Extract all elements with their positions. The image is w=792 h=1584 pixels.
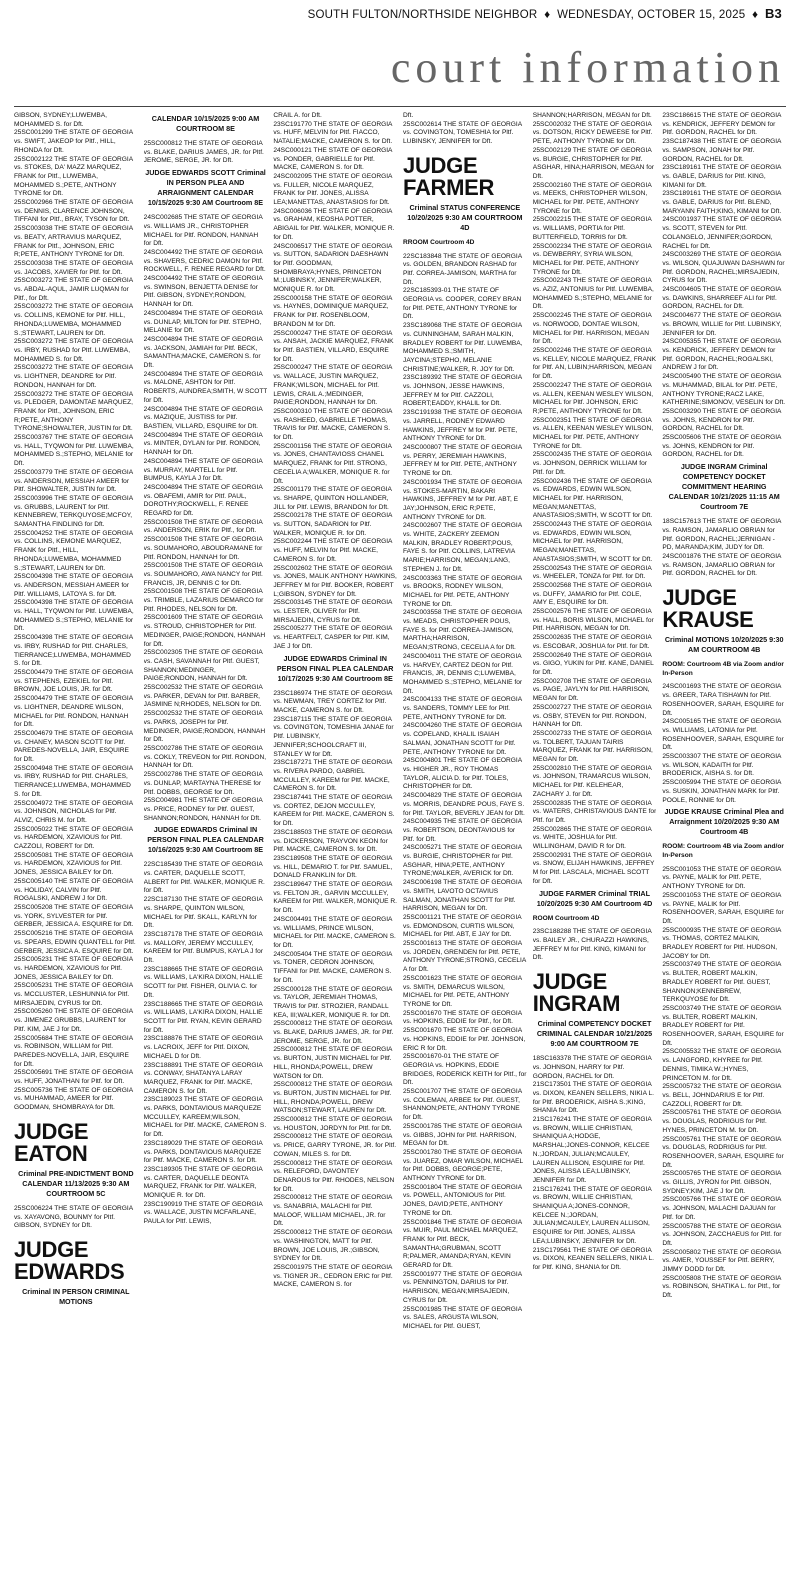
case-entry: 25SC004972 THE STATE OF GEORGIA vs. JOHNSON, NICHOLAS for Pltf. ALVIZ, CHRIS M. for Dft. bbox=[14, 799, 133, 824]
case-entry: 23SC188891 THE STATE OF GEORGIA vs. CONWAY, SHATANYA LARAY MARQUEZ, FRANK for Pltf. MACKE, CAMERON S. for Dft. bbox=[143, 1061, 263, 1095]
calendar-info: JUDGE INGRAM Criminal COMPETENCY DOCKET COMMITMENT HEARING CALENDAR 10/21/2025 11:15 AM Courtroom 7E bbox=[668, 462, 780, 512]
case-entry: 25SC000812 THE STATE OF GEORGIA vs. BLAKE, DARIUS JAMES, JR. for Pltf. JEROME, SERGE, JR. for Dft. bbox=[143, 140, 264, 165]
case-entry: 24SC003558 THE STATE OF GEORGIA vs. MEADS, CHRISTOPHER POUS, FAYE S. for Pltf. CORREA-JAMISON, MARTHA;HARRISON, MEGAN;STRONG, CECELIA A for Dft. bbox=[403, 609, 522, 652]
paper-name: SOUTH FULTON/NORTHSIDE NEIGHBOR bbox=[307, 9, 538, 21]
case-entry: 25SC002246 THE STATE OF GEORGIA vs. KELLEY, NICOLE MARQUEZ, FRANK for Pltf. AN, LUBIN;HARRISON, MEGAN for Dft. bbox=[532, 346, 657, 381]
case-entry: 25SC001508 THE STATE OF GEORGIA vs. SOUMAHORO, ABOUDRAMANE for Pltf. RONDON, HANNAH for Dft. bbox=[143, 536, 263, 561]
case-entry: 25SC000812 THE STATE OF GEORGIA vs. WASHINGTON, MATT for Pltf. BROWN, JOE LOUIS, JR.;GIBSON, SYDNEY for Dft. bbox=[273, 1229, 393, 1263]
calendar-info: Criminal PRE-INDICTMENT BOND CALENDAR 11/13/2025 9:30 AM COURTROOM 5C bbox=[18, 1168, 134, 1198]
case-entry: 25SC003145 THE STATE OF GEORGIA vs. LESTER, OLIVER for Pltf. MIRSAJEDIN, CYRUS for Dft. bbox=[273, 599, 393, 624]
case-entry: 25SC002543 THE STATE OF GEORGIA vs. WHEELER, TONZA for Pltf. for Dft. bbox=[532, 564, 652, 581]
case-entry: 25SC005684 THE STATE OF GEORGIA vs. ROBINSON, WILLIAM for Pltf. PAREDES-NOVELLA, JAIR, ESQUIRE for Dft. bbox=[14, 1034, 133, 1068]
case-entry: 25SC001780 THE STATE OF GEORGIA vs. JUAREZ, OMAR WILSON, MICHAEL for Pltf. DOBBS, GEORGE;PETE, ANTHONY TYRONE for Dft. bbox=[403, 1148, 523, 1183]
room-line: ROOM: Courtroom 4B via Zoom and/or In-Person bbox=[662, 661, 784, 677]
section-title: court information bbox=[390, 43, 785, 92]
case-entry: 24SC004894 THE STATE OF GEORGIA vs. MINTER, DYLAN for Pltf. RONDON, HANNAH for Dft. bbox=[143, 431, 263, 457]
calendar-info: JUDGE FARMER Criminal TRIAL 10/20/2025 9:30 AM Courtroom 4D bbox=[536, 888, 653, 908]
case-entry: 25SC002215 THE STATE OF GEORGIA vs. WILLIAMS, PORTIA for Pltf. BUTTERFIELD, TORRIS for Dft. bbox=[532, 216, 652, 241]
case-entry: 22SC185439 THE STATE OF GEORGIA vs. CARTER, DAQUELLE SCOTT, ALBERT for Pltf. WALKER, MONIQUE R. for Dft. bbox=[143, 861, 265, 895]
case-entry: 25SC003038 THE STATE OF GEORGIA vs. BEATY, ARTRAVIUS MARQUEZ, FRANK for Pltf., JOHNSON, ERIC R;PETE, ANTHONY TYRONE for Dft. bbox=[14, 225, 133, 259]
case-entry: 21SC176241 THE STATE OF GEORGIA vs. BROWN, WILLIE CHRISTIAN, SHANIQUA A;HODGE, MARSHAL;JONES-CONNOR, KELCEE N.;JORDAN, JULIAN;MCAULEY, LAUREN ALLISON, ESQUIRE for Pltf. JONES, ALISSA LEA;LUBINSKY, JENNIFER for Dft. bbox=[532, 1116, 652, 1184]
case-entry: 24SC004133 THE STATE OF GEORGIA vs. SANDERS, TOMMY LEE for Pltf. PETE, ANTHONY TYRONE for Dft. bbox=[403, 696, 522, 721]
column-6 bbox=[662, 112, 786, 1574]
room-line: RROOM Courtroom 4D bbox=[403, 238, 475, 246]
case-entry: 25SC002649 THE STATE OF GEORGIA vs. GIGO, YUKIN for Pltf. KANE, DANIEL for Dft. bbox=[532, 651, 654, 676]
case-entry: 21SC173501 THE STATE OF GEORGIA vs. DIXON, KEANEN SELLERS, NIKIA L. for Pltf. BRODERICK, AISHA S.;KING, SHANIA for Dft. bbox=[532, 1081, 654, 1115]
case-entry: 25SC005808 THE STATE OF GEORGIA vs. ROBINSON, SHATIKA L. for Pltf., for Dft. bbox=[662, 1274, 782, 1300]
calendar-info: JUDGE EDWARDS Criminal IN PERSON FINAL PLEA CALENDAR 10/17/2025 9:30 AM Courtroom 8E bbox=[276, 653, 394, 683]
case-entry: 22SC185393-01 THE STATE OF GEORGIA vs. COOPER, COREY BRAN for Pltf. PETE, ANTHONY TYRONE for Dft. bbox=[403, 287, 522, 321]
case-entry: 24SC004605 THE STATE OF GEORGIA vs. DAWKINS, SHARREEF ALI for Pltf. GORDON, RACHEL for Dft. bbox=[662, 286, 782, 311]
case-entry: 23SC187441 THE STATE OF GEORGIA vs. CORTEZ, DEJON MCCULLEY, KAREEM for Pltf. MACKE, CAMERON S. for Dft. bbox=[273, 794, 395, 828]
case-entry: 24SC005355 THE STATE OF GEORGIA vs. KENDRICK, JEFFERY DEMON for Pltf. GORDON, RACHEL;ROGALSKI, ANDREW J for Dft. bbox=[662, 338, 782, 372]
case-entry: 25SC002234 THE STATE OF GEORGIA vs. DEWBERRY, SYRIA WILSON, MICHAEL for Pltf. PETE, ANTHONY TYRONE for Dft. bbox=[532, 242, 652, 276]
case-entry: 25SC002245 THE STATE OF GEORGIA vs. NORWOOD, DONTAE WILSON, MICHAEL for Pltf. HARRISON, MEGAN for Dft. bbox=[532, 312, 652, 346]
case-entry: 25SC001508 THE STATE OF GEORGIA vs. TRIMBLE, LAZARIUS DEMARCO for Pltf. RHODES, NELSON for Dft. bbox=[143, 588, 264, 613]
case-entry: 25SC002532 THE STATE OF GEORGIA vs. PARKER, DEVAN for Pltf. BARBER, JASMINE N;RHODES, NELSON for Dft. bbox=[143, 684, 263, 709]
case-entry: 25SC000812 THE STATE OF GEORGIA vs. SANABRIA, MALACHI for Pltf. MALOOF, WILLIAM MICHAEL, JR. for Dft. bbox=[273, 1194, 393, 1228]
case-entry: 25SC000812 THE STATE OF GEORGIA vs. BURTON, JUSTIN MICHAEL for Pltf. HILL, RHONDA;POWELL, DREW WATSON;STEWART, LAUREN for Dft. bbox=[273, 1081, 393, 1115]
case-entry: 24SC004894 THE STATE OF GEORGIA vs. MURRAY, MARTELL for Pltf. BUMPUS, KAYLA J for Dft. bbox=[143, 457, 263, 483]
case-entry: SHANNON;HARRISON, MEGAN for Dft. bbox=[532, 112, 652, 119]
case-entry: 25SC001670-01 THE STATE OF GEORGIA vs. HOPKINS, EDDIE BRIDGES, RODERICK KEITH for Pltf., for Dft. bbox=[403, 1053, 527, 1087]
case-entry: 25SC001846 THE STATE OF GEORGIA vs. MUIR, PAUL MICHAEL MARQUEZ, FRANK for Pltf. BECK, SAMANTHA;GRUBMAN, SCOTT R;PALMER, AMANDA;RYAN, KEVIN GERARD for Dft. bbox=[403, 1218, 522, 1270]
case-entry: 25SC002247 THE STATE OF GEORGIA vs. ALLEN, KEENAN WESLEY WILSON, MICHAEL for Pltf. JOHNSON, ERIC R;PETE, ANTHONY TYRONE for Dft. bbox=[532, 381, 654, 415]
case-entry: 25SC002786 THE STATE OF GEORGIA vs. COKLY, TREVEON for Pltf. RONDON, HANNAH for Dft. bbox=[143, 745, 267, 770]
case-entry: 23SC189068 THE STATE OF GEORGIA vs. CUNNINGHAM, SARAH MALKIN, BRADLEY ROBERT for Pltf. LUWEMBA, MOHAMMED S.;SMITH, JAYCINA;STEPHO, MELANIE CHRISTINE;WALKER, R. JOY for Dft. bbox=[403, 322, 523, 373]
case-entry: 24SC001937 THE STATE OF GEORGIA vs. SCOTT, STEVEN for Pltf. COLANGELO, JENNIFER;GORDON, RACHEL for Dft. bbox=[662, 216, 782, 250]
calendar-info: Criminal MOTIONS 10/20/2025 9:30 AM COURTROOM 4B bbox=[664, 635, 784, 655]
case-entry: 24SC004260 THE STATE OF GEORGIA vs. COPELAND, KHALIL ISAIAH SALMAN, JONATHAN SCOTT for Pltf. PETE, ANTHONY TYRONE for Dft. bbox=[403, 722, 522, 756]
case-entry: 23SC188665 THE STATE OF GEORGIA vs. WILLIAMS, LA'KIRA DIXON, HALLIE SCOTT for Pltf. RYAN, KEVIN GERARD for Dft. bbox=[143, 1000, 263, 1034]
judge-heading: JUDGE KRAUSE bbox=[662, 585, 754, 633]
case-entry: 25SC002243 THE STATE OF GEORGIA vs. AZIZ, ANTONIUS for Pltf. LUWEMBA, MOHAMMED S.;STEPHO, MELANIE for Dft. bbox=[532, 277, 654, 311]
case-entry: 23SC191770 THE STATE OF GEORGIA vs. HUFF, MELVIN for Pltf. FIACCO, NATALIE;MACKE, CAMERON S. for Dft. bbox=[273, 120, 393, 146]
case-entry: 25SC002786 THE STATE OF GEORGIA vs. DUNLAP, MARTAYNA THERESE for Pltf. DOBBS, GEORGE for Dft. bbox=[143, 771, 263, 796]
case-entry: 25SC000935 THE STATE OF GEORGIA vs. THOMAS, CORTEZ MALKIN, BRADLEY ROBERT for Pltf. HUDSON, JACOBY for Dft. bbox=[662, 926, 782, 960]
case-entry: 23SC186615 THE STATE OF GEORGIA vs. KENDRICK, JEFFERY DEMON for Pltf. GORDON, RACHEL for Dft. bbox=[662, 112, 782, 137]
issue-date: WEDNESDAY, OCTOBER 15, 2025 bbox=[557, 9, 746, 21]
case-entry: 21SC179561 THE STATE OF GEORGIA vs. DIXON, KEANEN SELLERS, NIKIA L. for Pltf. KING, SHANIA for Dft. bbox=[532, 1246, 654, 1271]
case-entry: 25SC001623 THE STATE OF GEORGIA vs. SMITH, DEMARCUS WILSON, MICHAEL for Pltf. PETE, ANTHONY TYRONE for Dft. bbox=[403, 974, 522, 1008]
case-entry: 23SC189161 THE STATE OF GEORGIA vs. GABLE, DARIUS for Pltf. BLEND, MARYANN FAITH;KING, KIMANI for Dft. bbox=[662, 190, 782, 215]
case-entry: 25SC002865 THE STATE OF GEORGIA vs. WHITE, JOSHUA for Pltf. WILLINGHAM, DAVID R for Dft. bbox=[532, 825, 652, 851]
case-entry: 25SC004398 THE STATE OF GEORGIA vs. HALL, TYQWON for Pltf. LUWEMBA, MOHAMMED S.;STEPHO, MELANIE for Dft. bbox=[14, 599, 134, 633]
case-entry: 18SC157613 THE STATE OF GEORGIA vs. RAMSON, JAMARLIO OBRIAN for Pltf. GORDON, RACHEL;JERNIGAN - PD, MARANDA;KIM, JUDY for Dft. bbox=[662, 518, 782, 552]
case-entry: 24SC004894 THE STATE OF GEORGIA vs. MALONE, ASHTON for Pltf. ROBERTS, AUNDREA;SMITH, W SCOTT for Dft. bbox=[143, 370, 268, 404]
case-entry: 25SC002244 THE STATE OF GEORGIA vs. HUFF, MELVIN for Pltf. MACKE, CAMERON S. for Dft. bbox=[273, 538, 393, 563]
case-entry: 23SC188288 THE STATE OF GEORGIA vs. BAILEY JR., CHURAZZI HAWKINS, JEFFREY M for Pltf. KING, KIMANI for Dft. bbox=[532, 928, 652, 962]
case-entry: 25SC002966 THE STATE OF GEORGIA vs. DENNIS, CLARENCE JOHNSON, TIFFANI for Pltf., BRAY, TYSON for Dft. bbox=[14, 199, 133, 224]
case-entry: 25SC005532 THE STATE OF GEORGIA vs. LANGFORD, KHYREE for Pltf. DENNIS, TIMIKA W.;HYNES, PRINCETON M. for Dft. bbox=[662, 1048, 782, 1082]
case-entry: 24SC000807 THE STATE OF GEORGIA vs. PERRY, JEREMIAH HAWKINS, JEFFREY M for Pltf. PETE, ANTHONY TYRONE for Dft. bbox=[403, 443, 522, 478]
case-entry: 25SC005208 THE STATE OF GEORGIA vs. YORK, SYLVESTER for Pltf. GERBER, JESSICA A. ESQUIRE for Dft. bbox=[14, 903, 134, 929]
case-entry: 25SC003272 THE STATE OF GEORGIA vs. IRBY, RUSHAD for Pltf. LUWEMBA, MOHAMMED S. for Dft. bbox=[14, 338, 133, 363]
case-entry: 24SC002095 THE STATE OF GEORGIA vs. FULLER, NICOLE MARQUEZ, FRANK for Pltf. JONES, ALISSA LEA;MANETTAS, ANASTASIOS for Dft. bbox=[273, 172, 393, 207]
case-entry: 25SC003272 THE STATE OF GEORGIA vs. ABDAL-AQUL, JAMIR LUQMAN for Pltf., for Dft. bbox=[14, 277, 133, 302]
separator-diamond: ♦ bbox=[540, 9, 554, 21]
case-entry: 24SC005271 THE STATE OF GEORGIA vs. BURGIE, CHRISTOPHER for Pltf. ASGHAR, HINA;PETE, ANTHONY TYRONE;WALKER, AVERICK for Dft. bbox=[403, 844, 522, 878]
case-entry: 24SC004935 THE STATE OF GEORGIA vs. ROBERTSON, DEONTAVIOUS for Pltf. for Dft. bbox=[403, 818, 522, 843]
calendar-info: JUDGE EDWARDS SCOTT Criminal IN PERSON PLEA AND ARRAIGNMENT CALENDAR 10/15/2025 9:30 AM Courtroom 8E bbox=[145, 168, 266, 208]
case-entry: 25SC003290 THE STATE OF GEORGIA vs. JOHNS, KENDRON for Pltf. GORDON, RACHEL for Dft. bbox=[662, 407, 782, 433]
case-entry: 25SC000812 THE STATE OF GEORGIA vs. BURTON, JUSTIN MICHAEL for Pltf. HILL, RHONDA;POWELL, DREW WATSON for Dft. bbox=[273, 1046, 393, 1080]
column-3 bbox=[273, 112, 397, 1574]
case-entry: 24SC004894 THE STATE OF GEORGIA vs. DUNLAP, MILTON for Pltf. STEPHO, MELANIE for Dft. bbox=[143, 309, 263, 335]
case-entry: 24SC005404 THE STATE OF GEORGIA vs. TONER, CEDRON JOHNSON, TIFFANI for Pltf. MACKE, CAMERON S. for Dft. bbox=[273, 950, 393, 984]
case-entry: 25SC004252 THE STATE OF GEORGIA vs. COLLINS, KEMONE MARQUEZ, FRANK for Pltf., HILL, RHONDA;LUWEMBA, MOHAMMED S.;STEWART, LAUREN for Dft. bbox=[14, 529, 133, 572]
case-entry: 25SC001156 THE STATE OF GEORGIA vs. JONES, CHANTAVIOSS CHANEL MARQUEZ, FRANK for Pltf. STRONG, CECELIA A;WALKER, MONIQUE R. for Dft. bbox=[273, 442, 392, 485]
calendar-info: JUDGE EDWARDS Criminal IN PERSON FINAL PLEA CALENDAR 10/16/2025 9:30 AM Courtroom 8E bbox=[147, 825, 264, 855]
case-entry: 25SC000812 THE STATE OF GEORGIA vs. BLAKE, DARIUS JAMES, JR. for Pltf. JEROME, SERGE, JR. for Dft. bbox=[273, 1020, 394, 1045]
case-entry: 25SC004479 THE STATE OF GEORGIA vs. STEPHENS, EZEKIEL for Pltf. BROWN, JOE LOUIS, JR. for Dft. bbox=[14, 669, 133, 694]
judge-heading: JUDGE EDWARDS bbox=[14, 1236, 125, 1284]
page-number: B3 bbox=[764, 6, 782, 21]
case-entry: 24SC004492 THE STATE OF GEORGIA vs. SHAVERS, CEDRIC DAMON for Pltf. ROCKWELL, F. RENEE REGARD for Dft. bbox=[143, 248, 266, 274]
case-entry: 25SC001670 THE STATE OF GEORGIA vs. HOPKINS, EDDIE for Pltf. JOHNSON, ERIC R for Dft. bbox=[403, 1027, 526, 1052]
case-entry: 25SC000158 THE STATE OF GEORGIA vs. HAYNES, DOMINIQUE MARQUEZ, FRANK for Pltf. ROSENBLOOM, BRANDON M for Dft. bbox=[273, 294, 393, 328]
case-entry: 25SC001508 THE STATE OF GEORGIA vs. SOUMAHORO, AWA NANCY for Pltf. FRANCIS, JR, DENNIS C for Dft. bbox=[143, 562, 263, 587]
case-entry: 24SC000121 THE STATE OF GEORGIA vs. PONDER, GABRIELLE for Pltf. MACKE, CAMERON S. for Dft. bbox=[273, 146, 393, 172]
case-entry: 25SC002178 THE STATE OF GEORGIA vs. SUTTON, SADARION for Pltf. WALKER, MONIQUE R. for Dft. bbox=[273, 512, 393, 537]
case-entry: 25SC005140 THE STATE OF GEORGIA vs. HOLIDAY, CALVIN for Pltf. ROGALSKI, ANDREW J for Dft. bbox=[14, 877, 133, 903]
case-entry: CRAIL A. for Dft. bbox=[273, 112, 322, 119]
case-entry: 25SC001985 THE STATE OF GEORGIA vs. SALES, ARGUSTA WILSON, MICHAEL for Pltf. GUEST, bbox=[403, 1305, 522, 1330]
case-entry: 25SC003038 THE STATE OF GEORGIA vs. JACOBS, XAVIER for Pltf. for Dft. bbox=[14, 259, 133, 276]
case-entry: 25SC004948 THE STATE OF GEORGIA vs. IRBY, RUSHAD for Pltf. CHARLES, TIERRANCE;LUWEMBA, MOHAMMED S. for Dft. bbox=[14, 764, 133, 798]
case-entry: 25SC002443 THE STATE OF GEORGIA vs. EDWARDS, EDWIN WILSON, MICHAEL for Pltf. HARRISON, MEGAN;MANETTAS, ANASTASIOS;SMITH, W SCOTT for Dft. bbox=[532, 521, 653, 563]
case-entry: 23SC188876 THE STATE OF GEORGIA vs. LACROIX, JEFF for Pltf. DIXON, MICHAEL D for Dft. bbox=[143, 1035, 263, 1060]
columns bbox=[14, 112, 786, 1574]
case-entry: 25SC002602 THE STATE OF GEORGIA vs. JONES, MALIK ANTHONY HAWKINS, JEFFREY M for Pltf. BOOKER, ROBERT L;GIBSON, SYDNEY for Dft. bbox=[273, 564, 397, 598]
case-entry: 25SC002835 THE STATE OF GEORGIA vs. WATERS, CHRISTAVIOUS DANTE for Pltf. for Dft. bbox=[532, 799, 657, 824]
case-entry: 25SC002568 THE STATE OF GEORGIA vs. DUFFY, JAMARIO for Pltf. COLE, AMY E, ESQUIRE for Dft. bbox=[532, 581, 652, 607]
case-entry: 24SC004491 THE STATE OF GEORGIA vs. WILLIAMS, PRINCE WILSON, MICHAEL for Pltf. MACKE, CAMERON S. for Dft. bbox=[273, 915, 396, 949]
judge-heading: JUDGE EATON bbox=[14, 1118, 89, 1166]
case-entry: 25SC004398 THE STATE OF GEORGIA vs. ANDERSON, MESSIAH AMEER for Pltf. WILLIAMS, LATOYA S. for Dft. bbox=[14, 573, 133, 598]
case-entry: 25SC000310 THE STATE OF GEORGIA vs. RASHEED, GABRIELLE THOMAS, TRAVIS for Pltf. MACKE, CAMERON S. for Dft. bbox=[273, 407, 393, 442]
case-entry: 25SC001609 THE STATE OF GEORGIA vs. STROUD, CHRISTOPHER for Pltf. MEDINGER, PAIGE;RONDON, HANNAH for Dft. bbox=[143, 614, 266, 648]
case-entry: 23SC191938 THE STATE OF GEORGIA vs. JARRELL, RODNEY EDWARD HAWKINS, JEFFREY M for Pltf. PETE, ANTHONY TYRONE for Dft. bbox=[403, 409, 522, 443]
column-2 bbox=[144, 112, 268, 1574]
calendar-info: Criminal IN PERSON CRIMINAL MOTIONS bbox=[22, 1286, 130, 1306]
case-entry: 23SC187271 THE STATE OF GEORGIA vs. RIVERA PARDO, GABRIEL MCCULLEY, KAREEM for Pltf. MACKE, CAMERON S. for Dft. bbox=[273, 759, 393, 793]
case-entry: 23SC189023 THE STATE OF GEORGIA vs. PARKS, DONTAVIOUS MARQUEZE MCCULLEY, KAREEM;WILSON, MICHAEL for Pltf. MACKE, CAMERON S. for Dft. bbox=[143, 1096, 267, 1139]
case-entry: 23SC187115 THE STATE OF GEORGIA vs. COVINGTON, TOMESHIA JANAE for Pltf. LUBINSKY, JENNIFER;SCHOOLCRAFT III, STANLEY W for Dft. bbox=[273, 715, 394, 758]
case-entry: 25SC001053 THE STATE OF GEORGIA vs. PAYNE, MALIK for Pltf. ROSENHOOVER, SARAH, ESQUIRE for Dft. bbox=[662, 891, 784, 925]
case-entry: 23SC189029 THE STATE OF GEORGIA vs. PARKS, DONTAVIOUS MARQUEZE for Pltf. MACKE, CAMERON S. for Dft. bbox=[143, 1139, 263, 1165]
case-entry: 25SC003272 THE STATE OF GEORGIA vs. COLLINS, KEMONE for Pltf. HILL, RHONDA;LUWEMBA, MOHAMMED S.;STEWART, LAUREN for Dft. bbox=[14, 303, 133, 337]
case-entry: 23SC189161 THE STATE OF GEORGIA vs. GABLE, DARIUS for Pltf. KING, KIMANI for Dft. bbox=[662, 164, 782, 189]
case-entry: 24SC001876 THE STATE OF GEORGIA vs. RAMSON, JAMARLIO OBRIAN for Pltf. GORDON, RACHEL for Dft. bbox=[662, 552, 782, 578]
calendar-info: Criminal STATUS CONFERENCE 10/20/2025 9:30 AM COURTROOM 4D bbox=[407, 202, 523, 232]
judge-heading: JUDGE INGRAM bbox=[532, 969, 621, 1017]
case-entry: 24SC006036 THE STATE OF GEORGIA vs. GRAHAM, KEOSHA POTTER, ABIGAIL for Pltf. WALKER, MONIQUE R. for Dft. bbox=[273, 207, 395, 241]
case-entry: 25SC002436 THE STATE OF GEORGIA vs. EDWARDS, EDWIN WILSON, MICHAEL for Pltf. HARRISON, MEGAN;MANETTAS, ANASTASIOS;SMITH, W SCOTT for Dft. bbox=[532, 477, 653, 520]
case-entry: 25SC003749 THE STATE OF GEORGIA vs. BULTER, ROBERT MALKIN, BRADLEY ROBERT for Pltf. GUEST, SHANNON;KENNEBREW, TERKQUYOSE for Dft. bbox=[662, 961, 782, 1004]
case-entry: 25SC001785 THE STATE OF GEORGIA vs. GIBBS, JOHN for Pltf. HARRISON, MEGAN for Dft. bbox=[403, 1122, 522, 1148]
case-entry: 25SC001804 THE STATE OF GEORGIA vs. POWELL, ANTONIOUS for Pltf. JONES, DAVID;PETE, ANTHONY TYRONE for Dft. bbox=[403, 1183, 522, 1217]
calendar-info: CALENDAR 10/15/2025 9:00 AM COURTROOM 8E bbox=[151, 114, 260, 133]
case-entry: 24SC005165 THE STATE OF GEORGIA vs. WILLIAMS, LATONIA for Pltf. ROSENHOOVER, SARAH, ESQUIRE for Dft. bbox=[662, 718, 784, 752]
case-entry: 25SC003272 THE STATE OF GEORGIA vs. LIGHTNER, DEANDRE for Pltf. RONDON, HANNAH for Dft. bbox=[14, 364, 133, 389]
case-entry: 25SC001299 THE STATE OF GEORGIA vs. SWIFT, JAKEOP for Pltf., HILL, RHONDA for Dft. bbox=[14, 129, 133, 154]
case-entry: 25SC002576 THE STATE OF GEORGIA vs. HALL, BORIS WILSON, MICHAEL for Pltf. HARRISON, MEGAN for Dft. bbox=[532, 608, 654, 633]
case-entry: 22SC183848 THE STATE OF GEORGIA vs. GOLDEN, BRANDON RASHAD for Pltf. CORREA-JAMISON, MARTHA for Dft. bbox=[403, 252, 522, 286]
case-entry: 25SC005736 THE STATE OF GEORGIA vs. MUHAMMAD, AMEER for Pltf. GOODMAN, SHOMBRAYA for Dft. bbox=[14, 1086, 133, 1112]
case-entry: 24SC001934 THE STATE OF GEORGIA vs. STOKES-MARTIN, BAKARI HAWKINS, JEFFREY M for Pltf. ABT, E JAY;JOHNSON, ERIC R;PETE, ANTHONY TYRONE for Dft. bbox=[403, 478, 522, 521]
case-entry: 25SC000247 THE STATE OF GEORGIA vs. ANSAH, JACKIE MARQUEZ, FRANK for Pltf. BASTIEN, VILLARD, ESQUIRE for Dft. bbox=[273, 329, 394, 363]
case-entry: 25SC001975 THE STATE OF GEORGIA vs. TIGNER JR., CEDRON ERIC for Pltf. MACKE, CAMERON S. for bbox=[273, 1264, 393, 1289]
case-entry: 24SC004677 THE STATE OF GEORGIA vs. BROWN, WILLIE for Pltf. LUBINSKY, JENNIFER for Dft. bbox=[662, 312, 782, 337]
case-entry: 25SC006224 THE STATE OF GEORGIA vs. XAYAVONG, BOUNMY for Pltf. GIBSON, SYDNEY for Dft. bbox=[14, 1204, 133, 1230]
case-entry: 25SC001053 THE STATE OF GEORGIA vs. PAYNE, MALIK for Pltf. PETE, ANTHONY TYRONE for Dft. bbox=[662, 865, 782, 891]
case-entry: 25SC001613 THE STATE OF GEORGIA vs. JORDEN, GRENDEN for Pltf. PETE, ANTHONY TYRONE;STRONG, CECELIA A for Dft. bbox=[403, 940, 526, 974]
case-entry: 23SC188503 THE STATE OF GEORGIA vs. DICKERSON, TRAYVON KEON for Pltf. MACKE, CAMERON S. for Dft. bbox=[273, 828, 393, 854]
case-entry: GIBSON, SYDNEY;LUWEMBA, MOHAMMED S. for Dft. bbox=[14, 112, 108, 128]
calendar-info: JUDGE KRAUSE Criminal Plea and Arraignment 10/20/2025 9:30 AM Courtroom 4B bbox=[664, 807, 784, 837]
column-5 bbox=[533, 112, 657, 1574]
case-entry: 25SC005231 THE STATE OF GEORGIA vs. HARDEMON, XZAVIOUS for Pltf. JONES, JESSICA BAILEY for Dft. bbox=[14, 956, 133, 981]
case-entry: 25SC002931 THE STATE OF GEORGIA vs. SNOW, ELIJAH HAWKINS, JEFFREY M for Pltf. LASCALA, MICHAEL SCOTT for Dft. bbox=[532, 851, 655, 885]
case-entry: 21SC176241 THE STATE OF GEORGIA vs. BROWN, WILLIE CHRISTIAN, SHANIQUA A;JONES-CONNOR, KELCEE N.;JORDAN, JULIAN;MCAULEY, LAUREN ALLISON, ESQUIRE for Pltf. JONES, ALISSA LEA;LUBINSKY, JENNIFER for Dft. bbox=[532, 1185, 652, 1245]
case-entry: 24SC004829 THE STATE OF GEORGIA vs. MORRIS, DEANDRE POUS, FAYE S. for Pltf. TAYLOR, BEVERLY JEAN for Dft. bbox=[403, 792, 525, 817]
case-entry: 23SC190919 THE STATE OF GEORGIA vs. WALLACE, JUSTIN MCFARLANE, PAULA for Pltf. LEWIS, bbox=[143, 1200, 263, 1226]
case-entry: 25SC001121 THE STATE OF GEORGIA vs. EDMONDSON, CURTIS WILSON, MICHAEL for Pltf. ABT, E JAY for Dft. bbox=[403, 913, 522, 939]
case-entry: 22SC187130 THE STATE OF GEORGIA vs. SHARPE, QUINTON WILSON, MICHAEL for Pltf. SKALL, KARLYN for Dft. bbox=[143, 896, 263, 930]
case-entry: 25SC005761 THE STATE OF GEORGIA vs. DOUGLAS, RODRIGUS for Pltf. HYNES, PRINCETON M. for Dft. bbox=[662, 1109, 782, 1134]
case-entry: 24SC006198 THE STATE OF GEORGIA vs. SMITH, LAVOTO OCTAVIUS SALMAN, JONATHAN SCOTT for Pltf. HARRISON, MEGAN for Dft. bbox=[403, 879, 522, 913]
case-entry: 23SC189647 THE STATE OF GEORGIA vs. FELTON JR., GARVIN MCCULLEY, KAREEM for Pltf. WALKER, MONIQUE R. for Dft. bbox=[273, 881, 397, 915]
case-entry: 24SC004894 THE STATE OF GEORGIA vs. JACKSON, JAMIAH for Pltf. BECK, SAMANTHA;MACKE, CAMERON S. for Dft. bbox=[143, 335, 263, 370]
case-entry: 25SC005022 THE STATE OF GEORGIA vs. HARDEMON, XZAVIOUS for Pltf. CAZZOLI, ROBERT for Dft. bbox=[14, 825, 133, 851]
case-entry: 25SC002733 THE STATE OF GEORGIA vs. TOLBERT, TAJUAN TAIRIS MARQUEZ, FRANK for Pltf. HARRISON, MEGAN for Dft. bbox=[532, 729, 653, 764]
case-entry: 25SC002305 THE STATE OF GEORGIA vs. CASH, SAVANNAH for Pltf. GUEST, SHANNON;MEDINGER, PAIGE;RONDON, HANNAH for Dft. bbox=[143, 649, 263, 683]
case-entry: 23SC186974 THE STATE OF GEORGIA vs. NEWMAN, TREY CORTEZ for Pltf. MACKE, CAMERON S. for Dft. bbox=[273, 689, 393, 714]
case-entry: 25SC000247 THE STATE OF GEORGIA vs. WALLACE, JUSTIN MARQUEZ, FRANK;WILSON, MICHAEL for Pltf. LEWIS, CRAIL A.;MEDINGER, PAIGE;RONDON, HANNAH for Dft. bbox=[273, 364, 393, 407]
case-entry: 24SC001693 THE STATE OF GEORGIA vs. GREER, TARA TISHAWN for Pltf. ROSENHOOVER, SARAH, ESQUIRE for Dft. bbox=[662, 683, 784, 717]
room-line: ROOM Courtroom 4D bbox=[532, 914, 600, 922]
case-entry: 25SC003307 THE STATE OF GEORGIA vs. WILSON, KADAITH for Pltf. BRODERICK, AISHA S. for Dft. bbox=[662, 753, 782, 778]
case-entry: 23SC188665 THE STATE OF GEORGIA vs. WILLIAMS, LA'KIRA DIXON, HALLIE SCOTT for Pltf. FISHER, OLIVIA C. for Dft. bbox=[143, 965, 263, 999]
case-entry: 25SC001670 THE STATE OF GEORGIA vs. HOPKINS, EDDIE for Pltf., for Dft. bbox=[403, 1009, 522, 1026]
case-entry: 23SC187438 THE STATE OF GEORGIA vs. SAMPSON, JONAH for Pltf. GORDON, RACHEL for Dft. bbox=[662, 138, 782, 163]
separator-diamond: ♦ bbox=[748, 9, 762, 21]
case-entry: 25SC003272 THE STATE OF GEORGIA vs. PLEDGER, DAMONTAE MARQUEZ, FRANK for Pltf., JOHNSON, ERIC R;PETE, ANTHONY TYRONE;SHOWALTER, JUSTIN for Dft. bbox=[14, 390, 133, 433]
case-entry: 25SC000812 THE STATE OF GEORGIA vs. RELEFORD, DAVONTEY DENAROUS for Pltf. RHODES, NELSON for Dft. bbox=[273, 1159, 395, 1193]
case-entry: 24SC004894 THE STATE OF GEORGIA vs. OBAFEMI, AMIR for Pltf. PAUL, DOROTHY;ROCKWELL, F. RENEE REGARD for Dft. bbox=[143, 483, 263, 518]
case-entry: 25SC005802 THE STATE OF GEORGIA vs. AMER, YOUSSEF for Pltf. BERRY, JIMMY DODD for Dft. bbox=[662, 1248, 782, 1274]
column-4 bbox=[403, 112, 527, 1574]
case-entry: 25SC005231 THE STATE OF GEORGIA vs. MCCLUSTER, LESHUNNIA for Pltf. MIRSAJEDIN, CYRUS for Dft. bbox=[14, 982, 133, 1007]
case-entry: 24SC003363 THE STATE OF GEORGIA vs. BROOKS, RODNEY WILSON, MICHAEL for Pltf. PETE, ANTHONY TYRONE for Dft. bbox=[403, 574, 522, 608]
case-entry: 24SC006517 THE STATE OF GEORGIA vs. SUTTON, SADARION DAESHAWN for Pltf. GOODMAN, SHOMBRAYA;HYNES, PRINCETON M.;LUBINSKY, JENNIFER;WALKER, MONIQUE R. for Dft. bbox=[273, 242, 393, 294]
case-entry: 25SC005081 THE STATE OF GEORGIA vs. HARDEMON, XZAVIOUS for Pltf. JONES, JESSICA BAILEY for Dft. bbox=[14, 851, 133, 877]
case-entry: 24SC003269 THE STATE OF GEORGIA vs. WILSON, QUAJUWAN DASHAWN for Pltf. GORDON, RACHEL;MIRSAJEDIN, CYRUS for Dft. bbox=[662, 251, 785, 285]
case-entry: 25SC002122 THE STATE OF GEORGIA vs. STOKES, DA' MAZZ MARQUEZ, FRANK for Pltf., LUWEMBA, MOHAMMED S.;PETE, ANTHONY TYRONE for Dft. bbox=[14, 155, 133, 198]
case-entry: 24SC005490 THE STATE OF GEORGIA vs. MUHAMMAD, BILAL for Pltf. PETE, ANTHONY TYRONE;RACZ LAKE, KATHERINE;SIMONOV, VESELIN for Dft. bbox=[662, 373, 786, 407]
case-entry: 25SC001508 THE STATE OF GEORGIA vs. ANDERSON, ERIK for Pltf., for Dft. bbox=[143, 518, 263, 535]
case-entry: 25SC001707 THE STATE OF GEORGIA vs. COLEMAN, ARBEE for Pltf. GUEST, SHANNON;PETE, ANTHONY TYRONE for Dft. bbox=[403, 1088, 522, 1122]
case-entry: 25SC005606 THE STATE OF GEORGIA vs. JOHNS, KENDRON for Pltf. GORDON, RACHEL for Dft. bbox=[662, 434, 782, 459]
case-entry: 24SC002607 THE STATE OF GEORGIA vs. WHITE, ZACKERY ZEEMON MALKIN, BRADLEY ROBERT;POUS, FAYE S. for Pltf. COLLINS, LATREVIA MARIE;HARRISON, MEGAN;LANG, STEPHEN J. for Dft. bbox=[403, 522, 522, 573]
case-entry: 25SC005732 THE STATE OF GEORGIA vs. BELL, JOHNDARIUS E for Pltf. CAZZOLI, ROBERT for Dft. bbox=[662, 1083, 782, 1108]
column-1 bbox=[14, 112, 138, 1574]
case-entry: 25SC003779 THE STATE OF GEORGIA vs. ANDERSON, MESSIAH AMEER for Pltf. SHOWALTER, JUSTIN for Dft. bbox=[14, 468, 133, 494]
case-entry: 25SC002708 THE STATE OF GEORGIA vs. PAGE, JAYLYN for Pltf. HARRISON, MEGAN for Dft. bbox=[532, 677, 652, 703]
case-entry: 25SC002532 THE STATE OF GEORGIA vs. PARKS, JOSEPH for Pltf. MEDINGER, PAIGE;RONDON, HANNAH for Dft. bbox=[143, 710, 266, 744]
room-line: ROOM: Courtroom 4B via Zoom and/or In-Person bbox=[662, 843, 784, 859]
case-entry: 25SC003749 THE STATE OF GEORGIA vs. BULTER, ROBERT MALKIN, BRADLEY ROBERT for Pltf. ROSENHOOVER, SARAH, ESQUIRE for Dft. bbox=[662, 1004, 784, 1047]
case-entry: 25SC005260 THE STATE OF GEORGIA vs. JIMENEZ GRUBBS, LAURENT for Pltf. KIM, JAE J for Dft. bbox=[14, 1008, 133, 1033]
case-entry: 23SC189392 THE STATE OF GEORGIA vs. JOHNSON, JESSE HAWKINS, JEFFREY M for Pltf. CAZZOLI, ROBERT;EADDY, KHALIL for Dft. bbox=[403, 374, 522, 408]
case-entry: 25SC005765 THE STATE OF GEORGIA vs. GILLIS, JYRON for Pltf. GIBSON, SYDNEY;KIM, JAE J for Dft. bbox=[662, 1170, 782, 1195]
case-entry: 25SC005216 THE STATE OF GEORGIA vs. SPEARS, EDWIN QUANTELL for Pltf. GERBER, JESSICA A. ESQUIRE for Dft. bbox=[14, 930, 136, 955]
case-entry: 25SC005691 THE STATE OF GEORGIA vs. HUFF, JONATHAN for Pltf. for Dft. bbox=[14, 1069, 133, 1086]
case-entry: 25SC002614 THE STATE OF GEORGIA vs. COVINGTON, TOMESHIA for Pltf. LUBINSKY, JENNIFER for Dft. bbox=[403, 120, 522, 146]
case-entry: 25SC005766 THE STATE OF GEORGIA vs. JOHNSON, MALACHI DAJUAN for Pltf. for Dft. bbox=[662, 1196, 782, 1221]
case-entry: 25SC003767 THE STATE OF GEORGIA vs. HALL, TYQWON for Pltf. LUWEMBA, MOHAMMED S.;STEPHO, MELANIE for Dft. bbox=[14, 434, 134, 468]
case-entry: 25SC005994 THE STATE OF GEORGIA vs. SUSKIN, JONATHAN MARK for Pltf. POOLE, RONNIE for Dft. bbox=[662, 779, 782, 804]
case-entry: 25SC002032 THE STATE OF GEORGIA vs. DOTSON, RICKY DEWEESE for Pltf. PETE, ANTHONY TYRONE for Dft. bbox=[532, 120, 653, 146]
case-entry: 25SC004981 THE STATE OF GEORGIA vs. PRICE, RODNEY for Pltf. GUEST, SHANNON;RONDON, HANNAH for Dft. bbox=[143, 797, 263, 822]
case-entry: 25SC005788 THE STATE OF GEORGIA vs. JOHNSON, ZACCHAEUS for Pltf. for Dft. bbox=[662, 1222, 782, 1247]
case-entry: 23SC187178 THE STATE OF GEORGIA vs. MALLORY, JEREMY MCCULLEY, KAREEM for Pltf. BUMPUS, KAYLA J for Dft. bbox=[143, 930, 264, 965]
case-entry: 25SC005761 THE STATE OF GEORGIA vs. DOUGLAS, RODRIGUS for Pltf. ROSENHOOVER, SARAH, ESQUIRE for Dft. bbox=[662, 1135, 784, 1169]
judge-heading: JUDGE FARMER bbox=[403, 152, 495, 200]
case-entry: 23SC189508 THE STATE OF GEORGIA vs. HILL, DEMARIO T. for Pltf. SAMUEL, DONALD FRANKLIN for Dft. bbox=[273, 854, 393, 880]
case-entry: 24SC004894 THE STATE OF GEORGIA vs. MAZIQUE, JUSTISS for Pltf. BASTIEN, VILLARD, ESQUIRE for Dft. bbox=[143, 405, 263, 430]
case-entry: 25SC002810 THE STATE OF GEORGIA vs. JOHNSON, TRAMARCUS WILSON, MICHAEL for Pltf. KELEHEAR, ZACHARY J. for Dft. bbox=[532, 764, 652, 798]
case-entry: 25SC005277 THE STATE OF GEORGIA vs. HEARTFELT, CASPER for Pltf. KIM, JAE J for Dft. bbox=[273, 625, 393, 650]
case-entry: 23SC189305 THE STATE OF GEORGIA vs. CARTER, DAQUELLE DEONTA MARQUEZ, FRANK for Pltf. WALKER, MONIQUE R. for Dft. bbox=[143, 1165, 263, 1200]
case-entry: 25SC002635 THE STATE OF GEORGIA vs. ESCOBAR, JOSHUA for Pltf. for Dft. bbox=[532, 634, 652, 650]
case-entry: 25SC002129 THE STATE OF GEORGIA vs. BURGIE, CHRISTOPHER for Pltf. ASGHAR, HINA;HARRISON, MEGAN for Dft. bbox=[532, 146, 654, 180]
case-entry: 24SC004011 THE STATE OF GEORGIA vs. HARVEY, CARTEZ DEON for Pltf. FRANCIS, JR, DENNIS C;LUWEMBA, MOHAMMED S.;STEPHO, MELANIE for Dft. bbox=[403, 652, 523, 695]
case-entry: 24SC002685 THE STATE OF GEORGIA vs. WILLIAMS JR., CHRISTOPHER MICHAEL for Pltf. RONDON, HANNAH for Dft. bbox=[143, 214, 263, 248]
case-entry: 24SC004492 THE STATE OF GEORGIA vs. SWINSON, BENJETTA DENISE for Pltf. GIBSON, SYDNEY;RONDON, HANNAH for Dft. bbox=[143, 275, 263, 309]
case-entry: 25SC004479 THE STATE OF GEORGIA vs. LIGHTNER, DEANDRE WILSON, MICHAEL for Pltf. RONDON, HANNAH for Dft. bbox=[14, 695, 133, 729]
masthead bbox=[0, 6, 782, 28]
case-entry: 25SC000812 THE STATE OF GEORGIA vs. PRICE, GARRY TYRONE, JR. for Pltf. COWAN, MILES S. for Dft. bbox=[273, 1133, 397, 1158]
title-rule bbox=[14, 106, 786, 107]
case-entry: 25SC004679 THE STATE OF GEORGIA vs. CHANEY, MASON SCOTT for Pltf. PAREDES-NOVELLA, JAIR, ESQUIRE for Dft. bbox=[14, 729, 133, 764]
case-entry: 25SC002727 THE STATE OF GEORGIA vs. OSBY, STEVEN for Pltf. RONDON, HANNAH for Dft. bbox=[532, 703, 652, 729]
case-entry: 25SC004398 THE STATE OF GEORGIA vs. IRBY, RUSHAD for Pltf. CHARLES, TIERRANCE;LUWEMBA, MOHAMMED S. for Dft. bbox=[14, 634, 133, 668]
case-entry: 25SC002160 THE STATE OF GEORGIA vs. MEEKS, CHRISTOPHER WILSON, MICHAEL for Pltf. PETE, ANTHONY TYRONE for Dft. bbox=[532, 181, 652, 215]
case-entry: 25SC003996 THE STATE OF GEORGIA vs. GRUBBS, LAURENT for Pltf. KENNEBREW, TERKQUYOSE;MCFOY, SAMANTHA FINDLING for Dft. bbox=[14, 494, 133, 529]
case-entry: 25SC002351 THE STATE OF GEORGIA vs. ALLEN, KEENAN WESLEY WILSON, MICHAEL for Pltf. PETE, ANTHONY TYRONE for Dft. bbox=[532, 416, 654, 450]
case-entry: 25SC001179 THE STATE OF GEORGIA vs. SHARPE, QUINTON HOLLANDER, JILL for Pltf. LEWIS, BRANDON for Dft. bbox=[273, 486, 392, 511]
case-entry: 25SC002435 THE STATE OF GEORGIA vs. JOHNSON, DERRICK WILLIAM for Pltf. for Dft. bbox=[532, 451, 652, 476]
case-entry: 25SC000812 THE STATE OF GEORGIA vs. HOUSTON, JORDYN for Pltf. for Dft. bbox=[273, 1116, 393, 1132]
calendar-info: Criminal COMPETENCY DOCKET CRIMINAL CALENDAR 10/21/2025 9:00 AM COURTROOM 7E bbox=[536, 1019, 653, 1049]
case-entry: 25SC001977 THE STATE OF GEORGIA vs. PENNINGTON, DARIUS for Pltf. HARRISON, MEGAN;MIRSAJEDIN, CYRUS for Dft. bbox=[403, 1270, 522, 1304]
case-entry: 25SC000128 THE STATE OF GEORGIA vs. TAYLOR, JEREMIAH THOMAS, TRAVIS for Pltf. STROZIER, RANDALL KEA, III;WALKER, MONIQUE R. for Dft. bbox=[273, 985, 393, 1019]
case-entry: 24SC004801 THE STATE OF GEORGIA vs. HIGHER JR., ROY THOMAS TAYLOR, ALICIA D. for Pltf. TOLES, CHRISTOPHER for Dft. bbox=[403, 757, 522, 791]
case-entry: 18SC163378 THE STATE OF GEORGIA vs. JOHNSON, HARRY for Pltf. GORDON, RACHEL for Dft. bbox=[532, 1055, 652, 1080]
case-entry: Dft. bbox=[403, 112, 414, 119]
